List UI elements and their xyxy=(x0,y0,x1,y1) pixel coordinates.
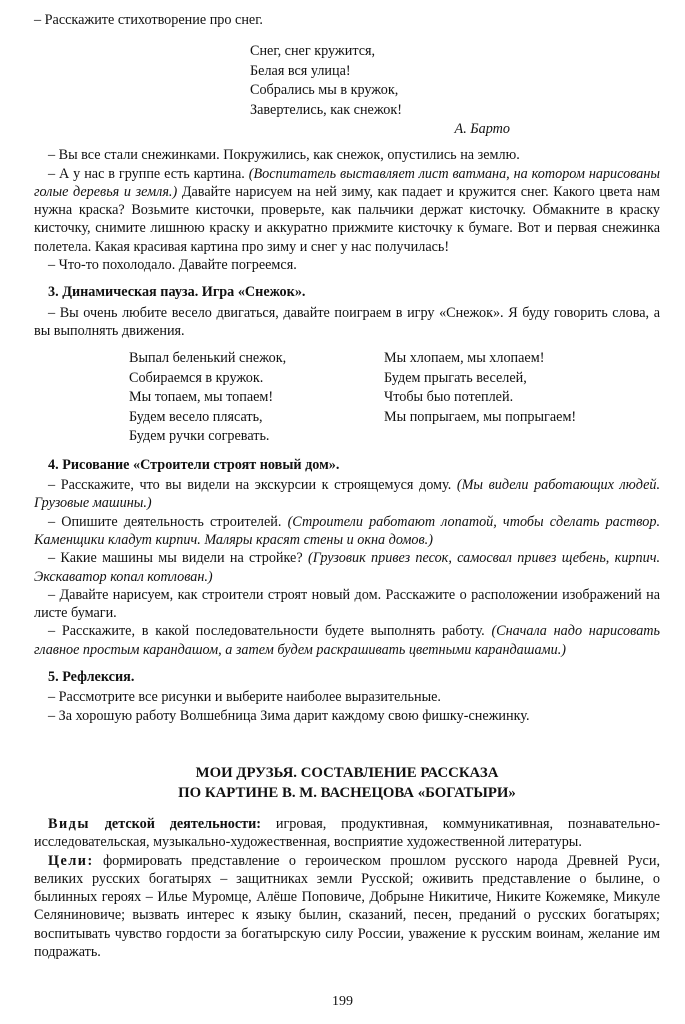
poem-line: Завертелись, как снежок! xyxy=(250,101,403,118)
poem-line: Мы попрыгаем, мы попрыгаем! xyxy=(384,408,577,425)
paragraph-activities xyxy=(34,815,660,852)
poem-line: Белая вся улица! xyxy=(250,62,351,79)
page-content xyxy=(34,11,660,961)
poem-line: Чтобы быо потеплей. xyxy=(384,389,514,406)
text-run: – Расскажите, что вы видели на экскурсии к строящемуся дому. xyxy=(48,477,457,494)
poem-line: Снег, снег кружится, xyxy=(250,43,376,60)
paragraph: – Рассмотрите все рисунки и выберите наиболее выразительные. xyxy=(48,689,441,706)
text-run: – Какие машины мы видели на стройке? xyxy=(48,550,308,567)
paragraph: – Вы очень любите весело двигаться, давайте поиграем в игру «Снежок». Я буду говорить слова, а вы выполнять движения. xyxy=(34,304,660,339)
lesson-title xyxy=(34,763,660,803)
poem-author: А. Барто xyxy=(454,121,510,138)
lesson-title-line: МОИ ДРУЗЬЯ. СОСТАВЛЕНИЕ РАССКАЗА xyxy=(195,764,499,781)
paragraph xyxy=(34,622,660,659)
text-run: – Опишите деятельность строителей. xyxy=(48,513,288,530)
poem-line: Будем прыгать веселей, xyxy=(384,369,527,386)
remark-italic: (Сначала надо нарисовать главное простым карандашом, а затем будем раскрашивать цветными карандашами.) xyxy=(34,623,660,658)
poem-line: Выпал беленький снежок, xyxy=(129,350,287,367)
paragraph: – Расскажите стихотворение про снег. xyxy=(34,12,263,28)
paragraph: – Что-то похолодало. Давайте погреемся. xyxy=(48,257,297,274)
text-run: формировать представление о героическом прошлом русского народа Древней Руси, великих русских богатырях – защитниках земли Русской; оживить представление о былине, о былинных героях – Илье Муромце, Алёше Поповиче, Добрыне Никитиче, Никите Кожемяке, Микуле Селяниновиче; вызвать интерес к языку былин, сказаний, песен, преданий о русских богатырях; воспитывать чувство гордости за богатырскую силу России, уважение к русским воинам, желание им подражать. xyxy=(34,852,660,960)
poem-column-left xyxy=(129,349,384,447)
remark-italic: (Мы видели работающих людей. Грузовые машины.) xyxy=(34,477,661,512)
remark-italic: (Строители работают лопатой, чтобы сделать раствор. Каменщики кладут кирпич. Маляры красят стены и окна домов.) xyxy=(34,513,661,548)
text-run: – Расскажите, в какой последовательности будете выполнять работу. xyxy=(48,623,492,640)
paragraph: – За хорошую работу Волшебница Зима дарит каждому свою фишку-снежинку. xyxy=(48,707,530,724)
lesson-title-line: ПО КАРТИНЕ В. М. ВАСНЕЦОВА «БОГАТЫРИ» xyxy=(178,784,516,801)
paragraph xyxy=(34,165,660,256)
section-heading: 4. Рисование «Строители строят новый дом». xyxy=(48,456,340,473)
text-run: игровая, продуктивная, коммуникативная, познавательно-исследовательская, музыкально-художественная, восприятие художественной литературы. xyxy=(34,815,660,851)
paragraph-goals xyxy=(34,852,660,962)
section-heading: 5. Рефлексия. xyxy=(48,669,135,686)
paragraph: – Вы все стали снежинками. Покружились, как снежок, опустились на землю. xyxy=(48,147,520,164)
poem-line: Будем весело плясать, xyxy=(129,408,263,425)
remark-italic: (Грузовик привез песок, самосвал привез щебень, кирпич. Экскаватор копал котлован.) xyxy=(34,550,661,585)
poem-barto xyxy=(250,42,660,140)
poem-line: Мы хлопаем, мы хлопаем! xyxy=(384,350,545,367)
page-number: 199 xyxy=(332,994,353,1009)
poem-snezhok xyxy=(129,349,660,447)
poem-line: Собираемся в кружок. xyxy=(129,369,264,386)
paragraph: – Давайте нарисуем, как строители строят новый дом. Расскажите о расположении изображений на листе бумаги. xyxy=(34,586,660,622)
poem-line: Мы топаем, мы топаем! xyxy=(129,389,274,406)
poem-line: Собрались мы в кружок, xyxy=(250,82,399,99)
label-bold-spaced: Виды xyxy=(48,815,90,832)
section-heading: 3. Динамическая пауза. Игра «Снежок». xyxy=(48,284,306,301)
poem-line: Будем ручки согревать. xyxy=(129,428,270,445)
text-run: Давайте нарисуем на ней зиму, как падает и кружится снег. Какого цвета нам нужна краска? Возьмите кисточки, проверьте, как пальчики держат кисточку. Обмакните в краску кисточку, снимите лишнюю краску и аккуратно прижмите кисточку к бумаге. Вот и первая снежинка полетела. Какая красивая картина про зиму и снег у нас получилась! xyxy=(34,183,661,255)
paragraph xyxy=(34,549,660,586)
paragraph xyxy=(34,476,660,513)
label-bold-spaced: Цели: xyxy=(48,852,94,869)
poem-column-right xyxy=(384,349,639,447)
label-bold: детской деятельности: xyxy=(89,815,262,832)
paragraph xyxy=(34,513,660,550)
remark-italic: (Воспитатель выставляет лист ватмана, на котором нарисованы голые деревья и земля.) xyxy=(34,165,660,200)
text-run: – А у нас в группе есть картина. xyxy=(48,165,249,182)
